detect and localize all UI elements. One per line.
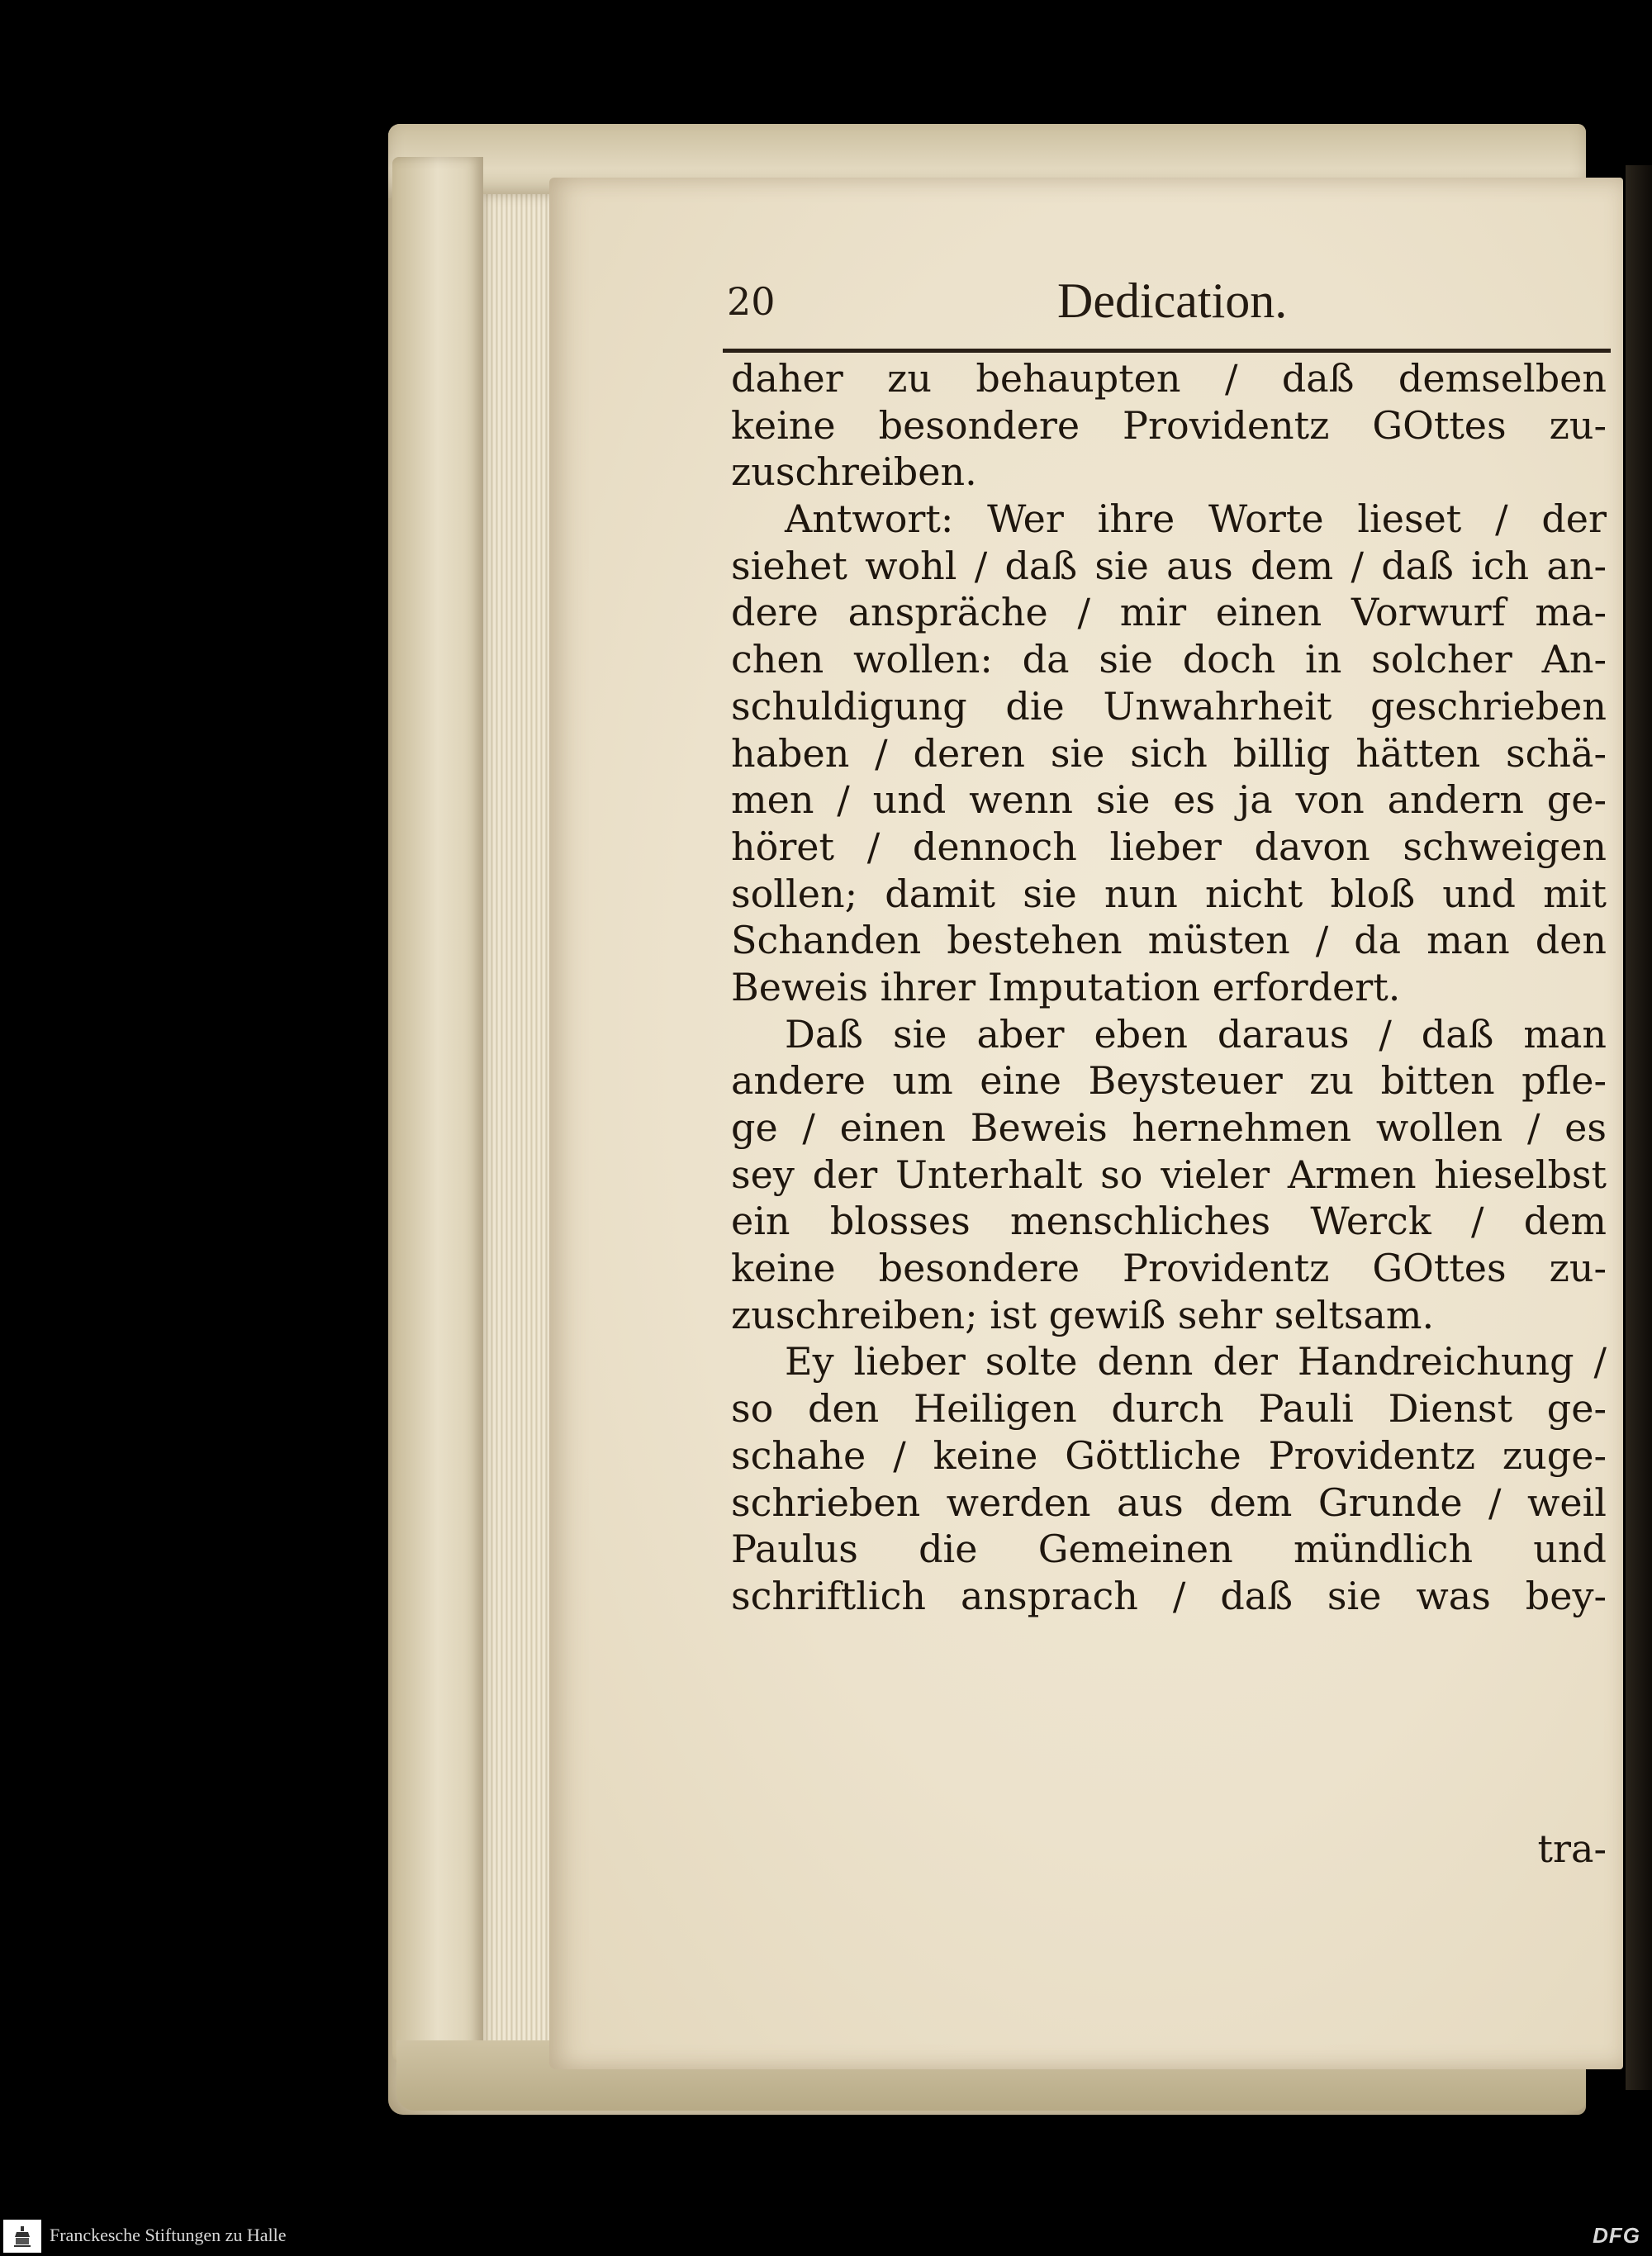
text-line: Beweis ihrer Imputation erfordert. <box>731 964 1401 1009</box>
text-line: Schanden bestehen müsten / da man den <box>731 918 1607 963</box>
text-line: dere anspräche / mir einen Vorwurf ma- <box>731 590 1607 635</box>
text-line: siehet wohl / daß sie aus dem / daß ich an- <box>731 543 1607 588</box>
dfg-logo: DFG <box>1593 2223 1640 2248</box>
text-line: andere um eine Beysteuer zu bitten pfle- <box>731 1058 1607 1104</box>
text-line: haben / deren sie sich billig hätten schä- <box>731 730 1607 776</box>
catchword-row <box>731 1826 1607 1872</box>
institution-logo-icon <box>3 2220 41 2253</box>
text-line: höret / dennoch lieber davon schweigen <box>731 824 1607 869</box>
text-line: schriftlich ansprach / daß sie was bey- <box>731 1573 1607 1618</box>
catchword: tra- <box>1537 1826 1607 1871</box>
text-line: daher zu behaupten / daß demselben <box>731 356 1607 401</box>
text-line: keine besondere Providentz GOttes zu- <box>731 402 1607 448</box>
text-line: sollen; damit sie nun nicht bloß und mit <box>731 871 1607 916</box>
page-edges <box>483 194 558 2078</box>
text-line: sey der Unterhalt so vieler Armen hieselbst <box>731 1152 1607 1197</box>
text-line: Ey lieber solte denn der Handreichung / <box>785 1339 1607 1384</box>
text-line: keine besondere Providentz GOttes zu- <box>731 1246 1607 1291</box>
text-line: ge / einen Beweis hernehmen wollen / es <box>731 1105 1607 1150</box>
gutter-shadow <box>1626 165 1652 2090</box>
text-line: zuschreiben. <box>731 449 977 495</box>
text-line: schuldigung die Unwahrheit geschrieben <box>731 683 1607 729</box>
text-line: chen wollen: da sie doch in solcher An- <box>731 637 1607 682</box>
running-title: Dedication. <box>1057 273 1288 328</box>
text-line: ein blosses menschliches Werck / dem <box>731 1199 1607 1244</box>
header-rule <box>723 349 1611 353</box>
page-number: 20 <box>727 279 776 324</box>
text-line: zuschreiben; ist gewiß sehr seltsam. <box>731 1292 1435 1337</box>
text-line: so den Heiligen durch Pauli Dienst ge- <box>731 1386 1607 1432</box>
text-block <box>731 355 1607 1620</box>
page-header <box>727 273 1611 330</box>
institution-name: Franckesche Stiftungen zu Halle <box>50 2225 287 2245</box>
text-line: men / und wenn sie es ja von andern ge- <box>731 777 1607 823</box>
book-cover-flap <box>392 157 483 2065</box>
text-line: schrieben werden aus dem Grunde / weil <box>731 1479 1607 1525</box>
text-line: schahe / keine Göttliche Providentz zuge- <box>731 1432 1607 1478</box>
text-line: Antwort: Wer ihre Worte lieset / der <box>785 496 1607 542</box>
text-line: Paulus die Gemeinen mündlich und <box>731 1527 1607 1572</box>
viewer-footer <box>0 2215 1652 2256</box>
text-line: Daß sie aber eben daraus / daß man <box>785 1011 1607 1057</box>
